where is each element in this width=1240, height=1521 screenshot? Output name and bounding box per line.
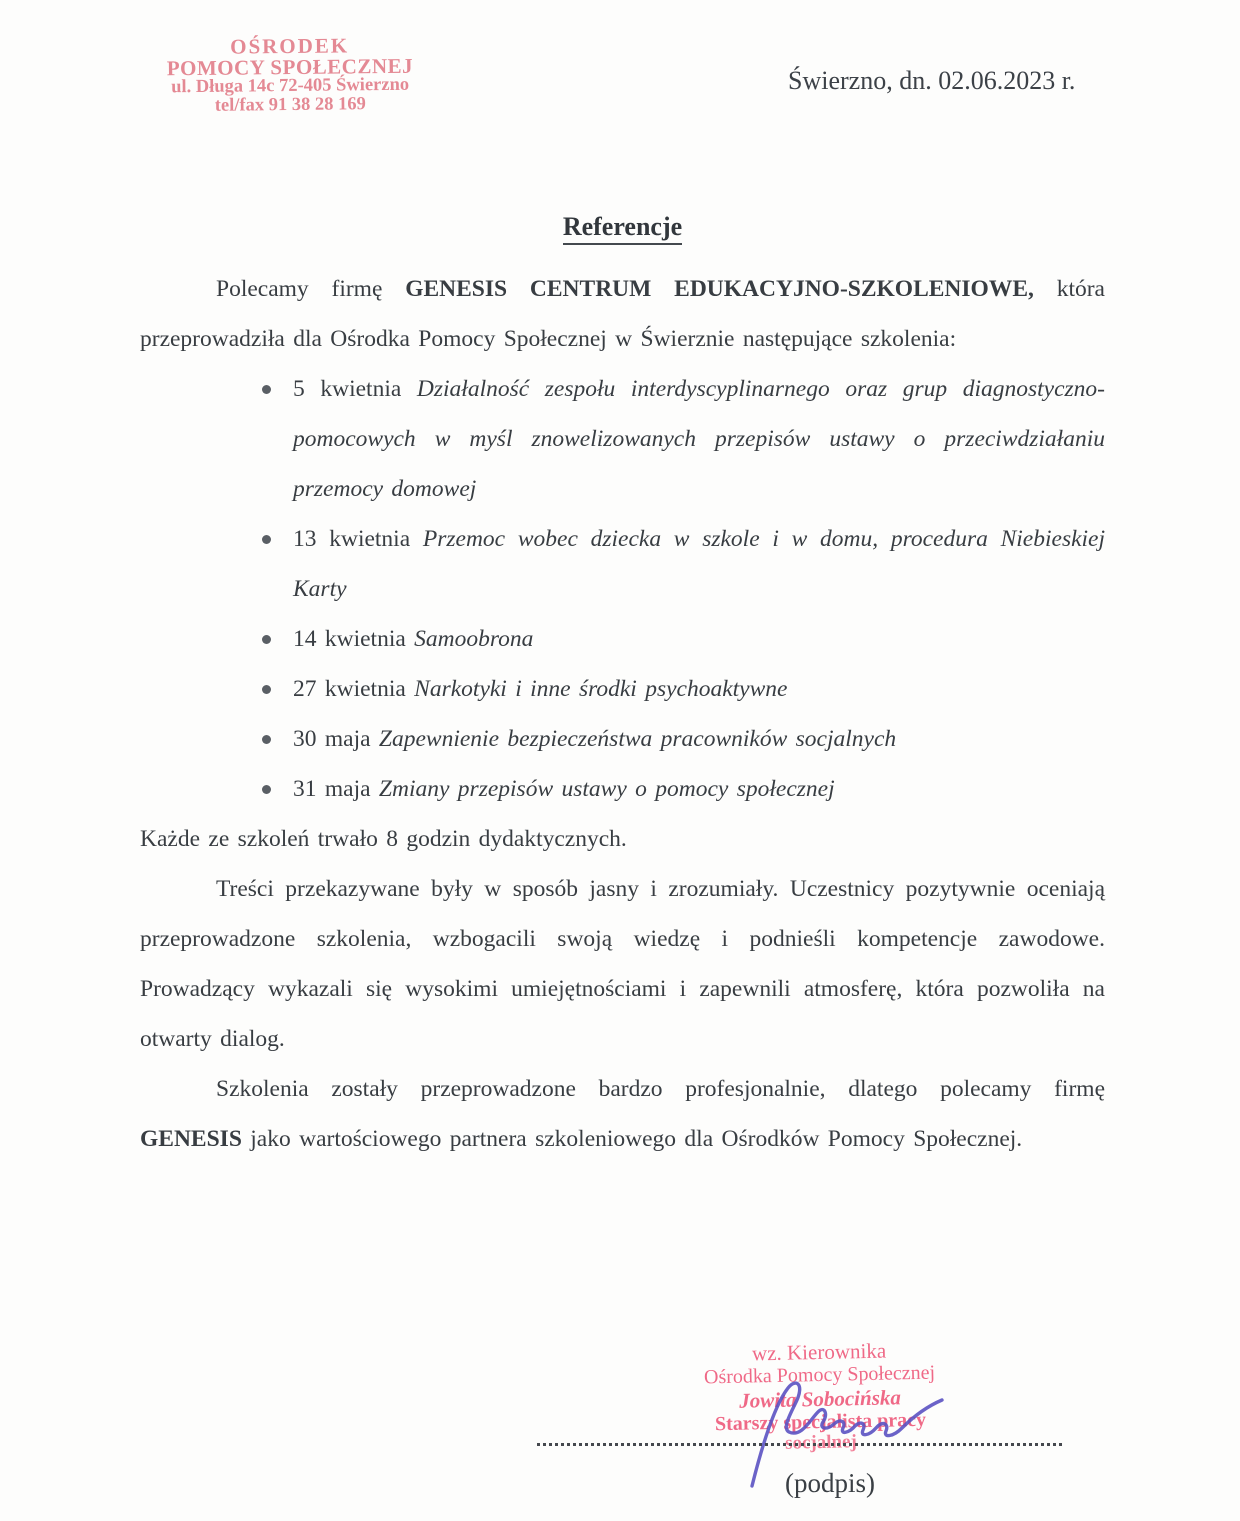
list-item: [140, 514, 1105, 614]
paragraph-intro: [140, 264, 1105, 364]
paragraph-feedback: Treści przekazywane były w sposób jasny i zrozumiały. Uczestnicy pozytywnie oceniają przeprowadzone szkolenia, wzbogacili swoją wiedzę i podnieśli kompetencje zawodowe. Prowadzący wykazali się wysokimi umiejętnościami i zapewnili atmosferę, która pozwoliła na otwarty dialog.: [140, 876, 1105, 1052]
paragraph-duration: Każde ze szkoleń trwało 8 godzin dydaktycznych.: [140, 826, 627, 852]
training-date: 14 kwietnia: [293, 626, 406, 652]
recommendation-text: jako wartościowego partnera szkoleniowego dla Ośrodków Pomocy Społecznej.: [241, 1126, 1023, 1152]
signatory-stamp-line: wz. Kierownika: [751, 1338, 887, 1366]
training-title: Przemoc wobec dziecka w szkole i w domu, procedura Niebieskiej Karty: [293, 526, 1106, 602]
training-title: Zmiany przepisów ustawy o pomocy społecznej: [378, 776, 835, 802]
bullet-icon: [262, 735, 271, 744]
list-item: [140, 714, 1105, 764]
company-name: GENESIS CENTRUM EDUKACYJNO-SZKOLENIOWE,: [405, 276, 1034, 302]
bullet-icon: [262, 535, 271, 544]
intro-text: która przeprowadziła dla Ośrodka Pomocy Społecznej w Świerznie następujące szkolenia:: [140, 276, 1105, 352]
training-date: 5 kwietnia: [293, 376, 402, 402]
bullet-icon: [262, 685, 271, 694]
document-title-text: Referencje: [563, 212, 682, 245]
training-date: 30 maja: [293, 726, 371, 752]
bullet-icon: [262, 385, 271, 394]
signatory-stamp-line: Starszy specjalista pracy: [714, 1408, 927, 1436]
dateline: Świerzno, dn. 02.06.2023 r.: [788, 66, 1076, 95]
bullet-icon: [262, 785, 271, 794]
list-item: [140, 764, 1105, 814]
trainings-list: [140, 364, 1105, 814]
training-date: 27 kwietnia: [293, 676, 406, 702]
signature-caption: (podpis): [785, 1468, 875, 1498]
training-date: 13 kwietnia: [293, 526, 411, 552]
training-title: Samoobrona: [414, 626, 534, 652]
training-title: Działalność zespołu interdyscyplinarnego oraz grup diagnostyczno-pomocowych w myśl znowelizowanych przepisów ustawy o przeciwdziałaniu przemocy domowej: [293, 376, 1105, 502]
document-title: [140, 212, 1105, 242]
sender-stamp-line: ul. Długa 14c 72-405 Świerzno: [171, 74, 410, 98]
signature-dotted-line: [537, 1431, 1062, 1446]
list-item: [140, 614, 1105, 664]
sender-stamp: [160, 35, 421, 117]
signatory-stamp-line: Ośrodka Pomocy Społecznej: [703, 1361, 936, 1389]
training-title: Narkotyki i inne środki psychoaktywne: [414, 676, 788, 702]
list-item: [140, 364, 1105, 514]
bullet-icon: [262, 635, 271, 644]
sender-stamp-line: POMOCY SPOŁECZNEJ: [166, 53, 414, 81]
sender-stamp-line: OŚRODEK: [230, 33, 350, 59]
list-item: [140, 664, 1105, 714]
signatory-stamp-line: socjalnej: [784, 1431, 858, 1454]
paragraph-recommendation: [140, 1064, 1105, 1164]
signatory-name: Jowita Sobocińska: [739, 1385, 902, 1413]
intro-text: Polecamy firmę: [216, 276, 406, 302]
letter-body: [140, 264, 1105, 1164]
recommendation-text: Szkolenia zostały przeprowadzone bardzo profesjonalnie, dlatego polecamy firmę: [216, 1076, 1105, 1102]
training-title: Zapewnienie bezpieczeństwa pracowników socjalnych: [378, 726, 897, 752]
company-name-short: GENESIS: [140, 1126, 242, 1152]
sender-stamp-line: tel/fax 91 38 28 169: [214, 94, 366, 116]
training-date: 31 maja: [293, 776, 371, 802]
